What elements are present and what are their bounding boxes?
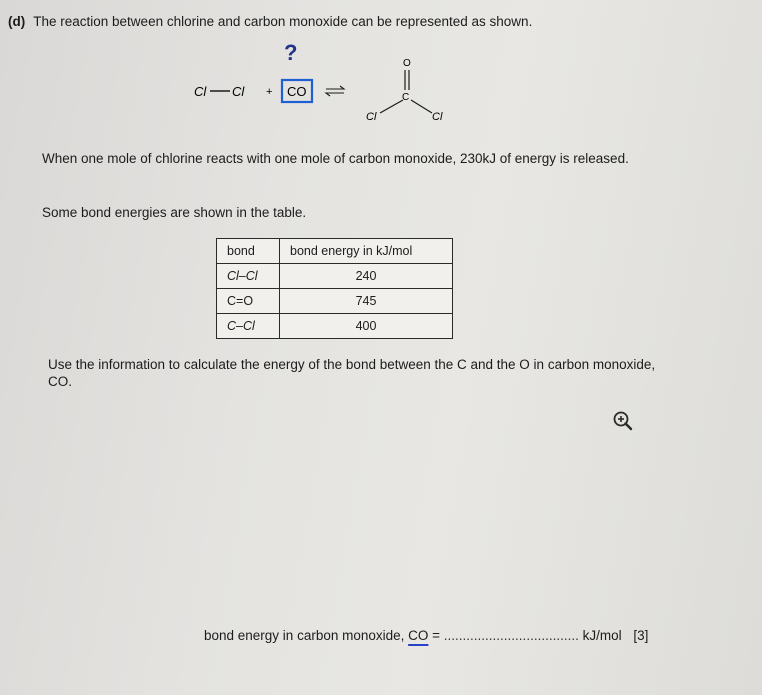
answer-unit: kJ/mol	[578, 628, 622, 643]
header-energy: bond energy in kJ/mol	[280, 239, 453, 264]
answer-equals: =	[428, 628, 441, 643]
energy-cell: 400	[280, 314, 453, 339]
cl-atom-2: Cl	[232, 84, 245, 99]
equilibrium-arrow-icon	[326, 86, 344, 96]
intro-text: The reaction between chlorine and carbon monoxide can be represented as shown.	[33, 14, 533, 29]
product-oxygen: O	[403, 58, 411, 69]
question-intro	[8, 14, 532, 29]
c-cl-bond-right	[411, 100, 432, 113]
question-mark-annotation: ?	[284, 40, 298, 65]
bond-energy-table	[216, 238, 453, 339]
energy-cell: 745	[280, 289, 453, 314]
product-cl-left: Cl	[366, 111, 377, 123]
energy-cell: 240	[280, 264, 453, 289]
reaction-equation	[180, 38, 480, 133]
table-row	[217, 314, 453, 339]
c-cl-bond-left	[380, 100, 403, 113]
bond-cell: C–Cl	[217, 314, 280, 339]
answer-blank[interactable]: ....................................	[443, 628, 579, 643]
bond-cell: C=O	[217, 289, 280, 314]
answer-line	[204, 628, 648, 643]
table-row	[217, 264, 453, 289]
answer-label: bond energy in carbon monoxide,	[204, 628, 409, 643]
header-bond: bond	[217, 239, 280, 264]
table-header-row	[217, 239, 453, 264]
product-cl-right: Cl	[432, 111, 443, 123]
co-molecule: CO	[287, 84, 307, 99]
table-row	[217, 289, 453, 314]
table-intro: Some bond energies are shown in the table.	[42, 205, 307, 220]
plus-sign: +	[266, 86, 273, 98]
part-label: (d)	[8, 14, 26, 29]
zoom-in-icon[interactable]	[612, 410, 634, 432]
product-carbon: C	[402, 92, 410, 103]
bond-cell: Cl–Cl	[217, 264, 280, 289]
instruction-text: Use the information to calculate the energy of the bond between the C and the O in carbon monoxide, CO.	[48, 357, 656, 389]
answer-molecule: CO	[408, 628, 429, 643]
cl-atom-1: Cl	[194, 84, 207, 99]
energy-statement: When one mole of chlorine reacts with one mole of carbon monoxide, 230kJ of energy is released.	[42, 151, 629, 166]
marks-label: [3]	[633, 628, 649, 643]
